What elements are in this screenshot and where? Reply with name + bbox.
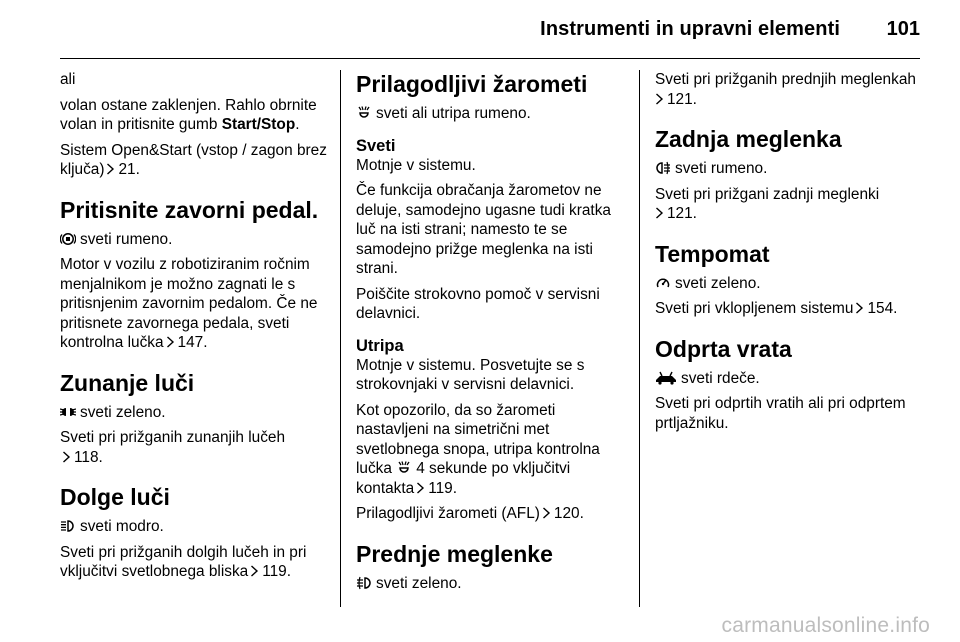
subheading-flashing: Utripa	[356, 336, 404, 355]
indicator-line-high-beam: sveti modro.	[60, 517, 330, 537]
heading-exterior-lights: Zunanje luči	[60, 369, 195, 396]
paragraph-on-1: Motnje v sistemu.	[356, 156, 476, 174]
page-header	[0, 0, 960, 60]
heading-front-fog: Prednje meglenke	[356, 540, 553, 567]
front-fog-icon	[356, 576, 372, 590]
indicator-line-exterior: sveti zeleno.	[60, 403, 330, 423]
header-title: Instrumenti in upravni elementi	[540, 18, 840, 40]
heading-cruise-control: Tempomat	[655, 240, 770, 267]
page-number: 101	[886, 18, 920, 40]
column-2	[356, 70, 626, 599]
door-open-icon	[655, 371, 677, 385]
indicator-line-afl: sveti ali utripa rumeno.	[356, 104, 626, 124]
watermark: carmanualsonline.info	[721, 614, 930, 637]
paragraph-open-start: Sistem Open&Start (vstop / zagon brez ključa) 21.	[60, 141, 327, 178]
header-rule	[60, 58, 920, 59]
page-reference-arrow-icon	[542, 507, 551, 519]
paragraph-on-2: Če funkcija obračanja žarometov ne deluje, samodejno ugasne tudi kratka luč na isti strani; namesto te se samodejno prižge meglenka na isti strani.	[356, 182, 611, 277]
paragraph-door: Sveti pri odprtih vratih ali pri odprtem prtljažniku.	[655, 395, 906, 432]
paragraph-high-beam: Sveti pri prižganih dolgih lučeh in pri vključitvi svetlobnega bliska 119.	[60, 543, 307, 580]
paragraph-flash-3: Prilagodljivi žarometi (AFL) 120.	[356, 505, 584, 522]
heading-open-door: Odprta vrata	[655, 335, 792, 362]
column-1	[60, 70, 330, 588]
paragraph-rear-fog: Sveti pri prižgani zadnji meglenki 121.	[655, 185, 880, 222]
high-beam-icon	[60, 519, 76, 533]
page-reference-arrow-icon	[62, 451, 71, 463]
heading-rear-fog: Zadnja meglenka	[655, 126, 842, 152]
page-reference-arrow-icon	[166, 336, 175, 348]
paragraph-on-3: Poiščite strokovno pomoč v servisni delavnici.	[356, 285, 600, 322]
indicator-line-door: sveti rdeče.	[655, 369, 925, 389]
column-3	[655, 70, 925, 439]
paragraph-flash-2: Kot opozorilo, da so žarometi nastavljeni na simetrični met svetlobnega snopa, utripa kontrolna lučka 4 sekunde po vključitvi kontakta 119.	[356, 401, 600, 497]
paragraph-brake: Motor v vozilu z robotiziranim ročnim menjalnikom je možno zagnati le s pritisnjenim zavornim pedalom. Če ne pritisnete zavornega pedala, sveti kontrolna lučka 147.	[60, 256, 318, 351]
paragraph-exterior: Sveti pri prižganih zunanjih lučeh 118.	[60, 429, 286, 466]
paragraph-front-fog: Sveti pri prižganih prednjih meglenkah 121.	[655, 71, 916, 108]
page-reference-arrow-icon	[106, 163, 115, 175]
page-reference-arrow-icon	[655, 93, 664, 105]
indicator-line-cruise: sveti zeleno.	[655, 274, 925, 294]
paragraph-steering-lock: volan ostane zaklenjen. Rahlo obrnite volan in pritisnite gumb Start/Stop.	[60, 96, 317, 133]
rear-fog-icon	[655, 161, 671, 175]
indicator-line-rear-fog: sveti rumeno.	[655, 159, 925, 179]
page-reference-arrow-icon	[855, 302, 864, 314]
paragraph-ali: ali	[60, 71, 76, 88]
page-reference-arrow-icon	[416, 482, 425, 494]
cruise-control-icon	[655, 276, 671, 290]
exterior-lights-icon	[60, 405, 76, 419]
paragraph-cruise: Sveti pri vklopljenem sistemu 154.	[655, 300, 898, 317]
paragraph-flash-1: Motnje v sistemu. Posvetujte se s strokovnjaki v servisni delavnici.	[356, 356, 585, 393]
column-divider-2	[639, 70, 640, 607]
column-divider-1	[340, 70, 341, 607]
heading-high-beam: Dolge luči	[60, 484, 170, 510]
indicator-line-brake: sveti rumeno.	[60, 230, 330, 250]
brake-pedal-icon	[60, 232, 76, 246]
adaptive-headlight-icon	[356, 106, 372, 120]
subheading-on: Sveti	[356, 136, 396, 155]
indicator-line-front-fog: sveti zeleno.	[356, 574, 626, 594]
page-reference-arrow-icon	[250, 565, 259, 577]
heading-brake-pedal: Pritisnite zavorni pedal.	[60, 196, 319, 223]
adaptive-headlight-icon	[396, 461, 412, 475]
page-reference-arrow-icon	[655, 207, 664, 219]
start-stop-button-label: Start/Stop	[221, 116, 296, 133]
heading-adaptive-headlights: Prilagodljivi žarometi	[356, 71, 588, 97]
